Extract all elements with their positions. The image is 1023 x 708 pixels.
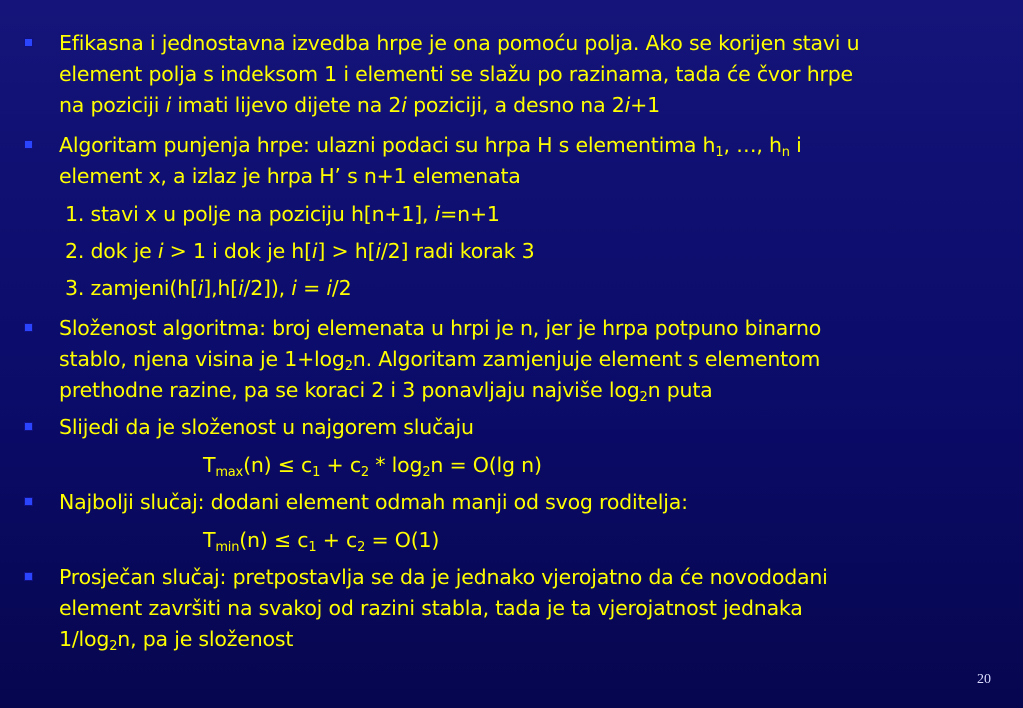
- bullet-2-line-2: element x, a izlaz je hrpa H’ s n+1 elemenata: [59, 164, 521, 188]
- algorithm-step-1: 1. stavi x u polje na poziciju h[n+1], i=n+1: [65, 202, 500, 226]
- bullet-marker: [24, 497, 33, 506]
- formula-best-case: $T_{min}(n) \le c_1 + c_2 = O(1)$: [203, 528, 440, 555]
- bullet-6-line-1: Prosječan slučaj: pretpostavlja se da je jednako vjerojatno da će novododani: [59, 565, 828, 589]
- bullet-1-line-3: na poziciji i imati lijevo dijete na 2i poziciji, a desno na 2i+1: [59, 93, 660, 117]
- bullet-1-line-1: Efikasna i jednostavna izvedba hrpe je ona pomoću polja. Ako se korijen stavi u: [59, 31, 860, 55]
- page-number: 20: [977, 672, 991, 687]
- bullet-5-line-1: Najbolji slučaj: dodani element odmah manji od svog roditelja:: [59, 490, 688, 514]
- bullet-marker: [24, 140, 33, 149]
- bullet-6-line-3: $1/\log_2n$, pa je složenost: [59, 627, 294, 654]
- bullet-marker: [24, 422, 33, 431]
- bullet-4-line-1: Slijedi da je složenost u najgorem slučaju: [59, 415, 474, 439]
- bullet-1-line-2: element polja s indeksom 1 i elementi se slažu po razinama, tada će čvor hrpe: [59, 62, 853, 86]
- bullet-3-line-3: prethodne razine, pa se koraci 2 i 3 ponavljaju najviše $\log_2n$ puta: [59, 378, 713, 405]
- bullet-2-line-1: Algoritam punjenja hrpe: ulazni podaci su hrpa H s elementima $h_1$, …, $h_n$ i: [59, 133, 802, 160]
- bullet-marker: [24, 38, 33, 47]
- algorithm-step-3: 3. zamjeni(h[i],h[i/2]), i = i/2: [65, 276, 352, 300]
- formula-worst-case: $T_{max}(n) \le c_1 + c_2 * \log_2n = O(\lg$ n): [203, 453, 542, 480]
- bullet-3-line-1: Složenost algoritma: broj elemenata u hrpi je n, jer je hrpa potpuno binarno: [59, 316, 822, 340]
- bullet-marker: [24, 572, 33, 581]
- bullet-3-line-2: stablo, njena visina je $1+\log_2n$. Algoritam zamjenjuje element s elementom: [59, 347, 821, 374]
- bullet-6-line-2: element završiti na svakoj od razini stabla, tada je ta vjerojatnost jednaka: [59, 596, 803, 620]
- algorithm-step-2: 2. dok je i > 1 i dok je h[i] > h[i/2] radi korak 3: [65, 239, 535, 263]
- bullet-marker: [24, 323, 33, 332]
